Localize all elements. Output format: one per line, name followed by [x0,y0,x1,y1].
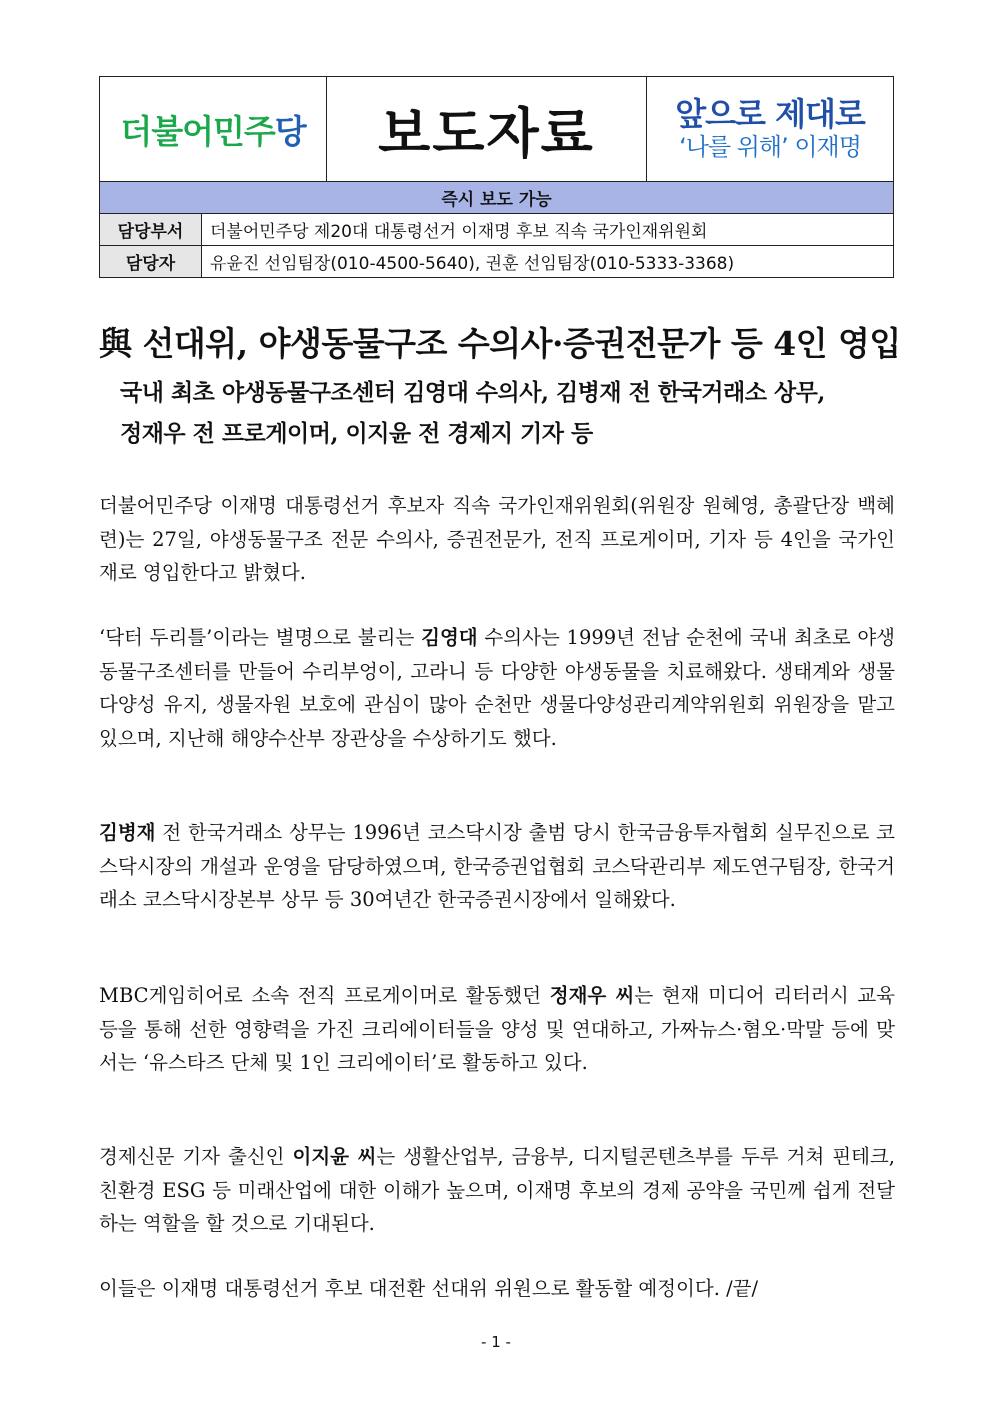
paragraph-3 [99,816,895,917]
subheadline-line-1: 국내 최초 야생동물구조센터 김영대 수의사, 김병재 전 한국거래소 상무, [120,379,825,406]
paragraph-6: 이들은 이재명 대통령선거 후보 대전환 선대위 위원으로 활동할 예정이다. /끝/ [99,1277,759,1300]
person-name-jung-jaewoo: 정재우 씨 [549,984,635,1007]
contact-label: 담당자 [100,246,202,278]
paragraph-5 [99,1140,895,1241]
paragraph-3-text: 전 한국거래소 상무는 1996년 코스닥시장 출범 당시 한국금융투자협회 실무진으로 코스닥시장의 개설과 운영을 담당하였으며, 한국증권업협회 코스닥관리부 제도연구팀장, 한국거래소 코스닥시장본부 상무 등 30여년간 한국증권시장에서 일해왔다. [99,821,895,911]
document-type-cell [327,77,647,182]
party-logo-text: 더불어민주 [120,111,275,151]
campaign-slogan [647,77,894,182]
paragraph-4 [99,979,895,1080]
page-number: - 1 - [481,1333,511,1351]
slogan-sub: ‘나를 위해’ 이재명 [679,133,861,161]
contact-value: 유윤진 선임팀장(010-4500-5640), 권훈 선임팀장(010-5333-3368) [202,246,894,278]
subheadline-line-2: 정재우 전 프로게이머, 이지윤 전 경제지 기자 등 [120,420,593,447]
paragraph-5-text: 는 생활산업부, 금융부, 디지털콘텐츠부를 두루 거쳐 핀테크, 친환경 ESG 등 미래산업에 대한 이해가 높으며, 이재명 후보의 경제 공약을 국민께 쉽게 전달하는 역할을 할 것으로 기대된다. [99,1145,895,1235]
headline: 與 선대위, 야생동물구조 수의사·증권전문가 등 4인 영입 [99,324,901,363]
department-value: 더불어민주당 제20대 대통령선거 이재명 후보 직속 국가인재위원회 [202,214,894,246]
document-type-title: 보도자료 [378,101,595,165]
paragraph-1: 더불어민주당 이재명 대통령선거 후보자 직속 국가인재위원회(위원장 원혜영, 총괄단장 백혜련)는 27일, 야생동물구조 전문 수의사, 증권전문가, 전직 프로게이머, 기자 등 4인을 국가인재로 영입한다고 밝혔다. [99,494,895,584]
paragraph-2-intro: ‘닥터 두리틀’이라는 별명으로 불리는 [99,626,422,649]
person-name-lee-jiyoon: 이지윤 씨 [292,1145,377,1168]
paragraph-4-intro: MBC게임히어로 소속 전직 프로게이머로 활동했던 [99,984,550,1007]
person-name-kim-youngdae: 김영대 [421,626,478,649]
paragraph-5-intro: 경제신문 기자 출신인 [99,1145,293,1168]
release-status: 즉시 보도 가능 [100,182,894,214]
subheadline [120,372,900,454]
paragraph-2-text: 수의사는 1999년 전남 순천에 국내 최초로 야생동물구조센터를 만들어 수리부엉이, 고라니 등 다양한 야생동물을 치료해왔다. 생태계와 생물다양성 유지, 생물자원 보호에 관심이 많아 순천만 생물다양성관리계약위원회 위원장을 맡고 있으며, 지난해 해양수산부 장관상을 수상하기도 했다. [99,626,895,750]
party-logo-text-blue: 당 [274,111,306,151]
party-logo [100,77,327,182]
person-name-kim-byungjae: 김병재 [99,821,156,844]
press-release-header [99,76,894,278]
department-label: 담당부서 [100,214,202,246]
slogan-main: 앞으로 제대로 [675,95,865,133]
paragraph-2 [99,621,895,755]
paragraph-4-text: 는 현재 미디어 리터러시 교육 등을 통해 선한 영향력을 가진 크리에이터들을 양성 및 연대하고, 가짜뉴스·혐오·막말 등에 맞서는 ‘유스타즈 단체 및 1인 크리에이터’로 활동하고 있다. [99,984,895,1074]
